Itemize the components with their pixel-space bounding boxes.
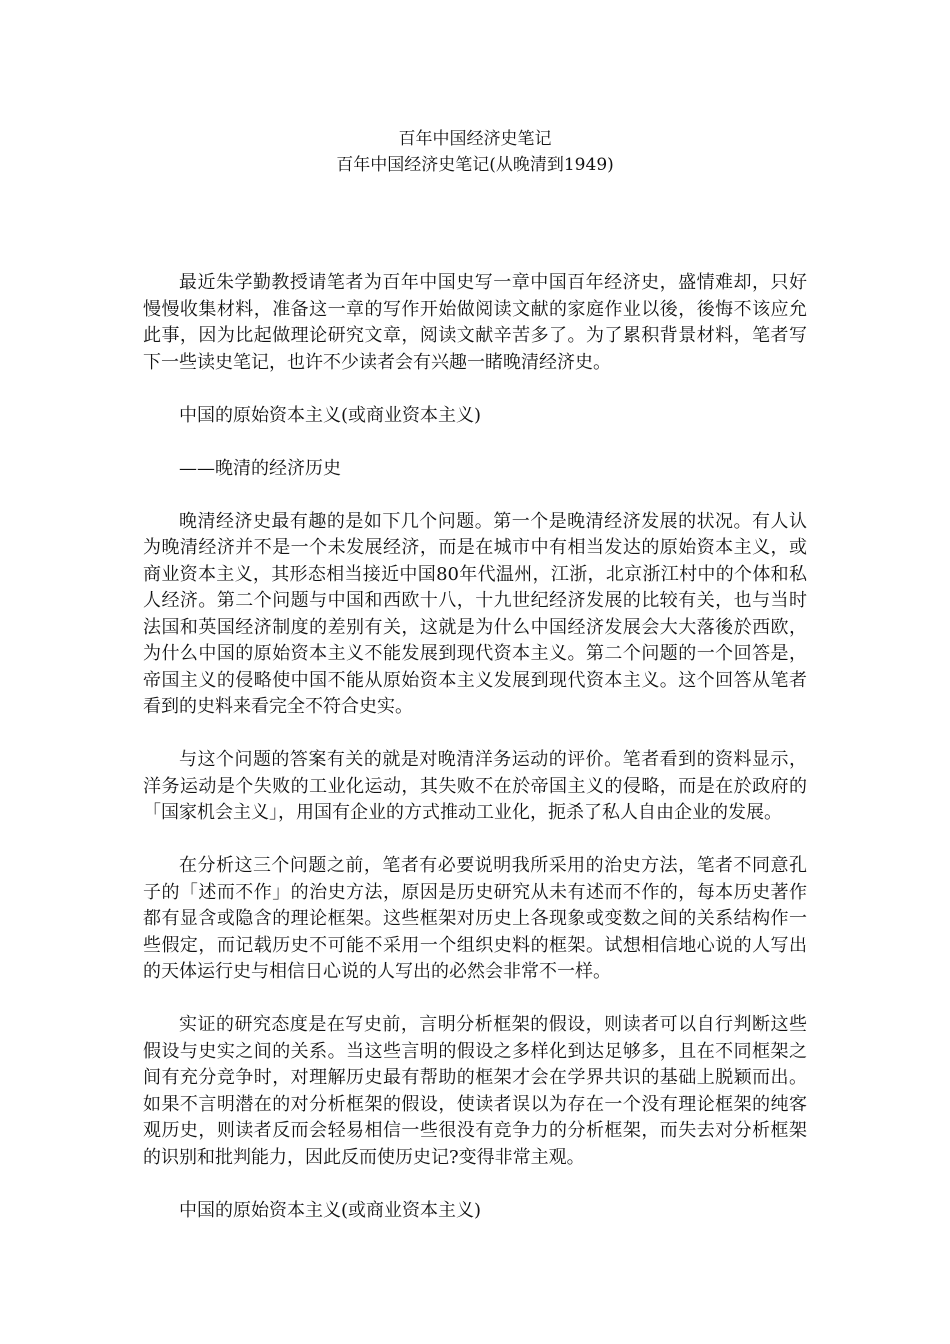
section-heading: 中国的原始资本主义(或商业资本主义) [179, 404, 482, 426]
section-heading: 中国的原始资本主义(或商业资本主义) [179, 1199, 482, 1221]
body-paragraph: 实证的研究态度是在写史前，言明分析框架的假设，则读者可以自行判断这些假设与史实之间的关系。当这些言明的假设之多样化到达足够多，且在不同框架之间有充分竞争时，对理解历史最有帮助的框架才会在学界共识的基础上脱颖而出。如果不言明潜在的对分析框架的假设，使读者误以为存在一个没有理论框架的纯客观历史，则读者反而会轻易相信一些很没有竞争力的分析框架，而失去对分析框架的识别和批判能力，因此反而使历史记?变得非常主观。 [143, 1014, 807, 1168]
document-body [143, 270, 807, 1251]
intro-paragraph: 最近朱学勤教授请笔者为百年中国史写一章中国百年经济史，盛情难却，只好慢慢收集材料，准备这一章的写作开始做阅读文献的家庭作业以後，後悔不该应允此事，因为比起做理论研究文章，阅读文献辛苦多了。为了累积背景材料，笔者写下一些读史笔记，也许不少读者会有兴趣一睹晚清经济史。 [143, 272, 807, 373]
body-paragraph: 晚清经济史最有趣的是如下几个问题。第一个是晚清经济发展的状况。有人认为晚清经济并不是一个未发展经济，而是在城市中有相当发达的原始资本主义，或商业资本主义，其形态相当接近中国80年代温州，江浙，北京浙江村中的个体和私人经济。第二个问题与中国和西欧十八，十九世纪经济发展的比较有关，也与当时法国和英国经济制度的差别有关，这就是为什么中国经济发展会大大落後於西欧，为什么中国的原始资本主义不能发展到现代资本主义。第二个问题的一个回答是，帝国主义的侵略使中国不能从原始资本主义发展到现代资本主义。这个回答从笔者看到的史料来看完全不符合史实。 [143, 510, 807, 717]
document-title: 百年中国经济史笔记 [398, 129, 552, 149]
title-block [0, 126, 950, 178]
section-subheading: ——晚清的经济历史 [179, 457, 341, 479]
body-paragraph: 与这个问题的答案有关的就是对晚清洋务运动的评价。笔者看到的资料显示，洋务运动是个失败的工业化运动，其失败不在於帝国主义的侵略，而是在於政府的「国家机会主义」，用国有企业的方式推动工业化，扼杀了私人自由企业的发展。 [143, 749, 807, 823]
body-paragraph: 在分析这三个问题之前，笔者有必要说明我所采用的治史方法，笔者不同意孔子的「述而不作」的治史方法，原因是历史研究从未有述而不作的，每本历史著作都有显含或隐含的理论框架。这些框架对历史上各现象或变数之间的关系结构作一些假定，而记载历史不可能不采用一个组织史料的框架。试想相信地心说的人写出的天体运行史与相信日心说的人写出的必然会非常不一样。 [143, 855, 807, 982]
document-subtitle: 百年中国经济史笔记(从晚清到1949) [336, 155, 614, 175]
